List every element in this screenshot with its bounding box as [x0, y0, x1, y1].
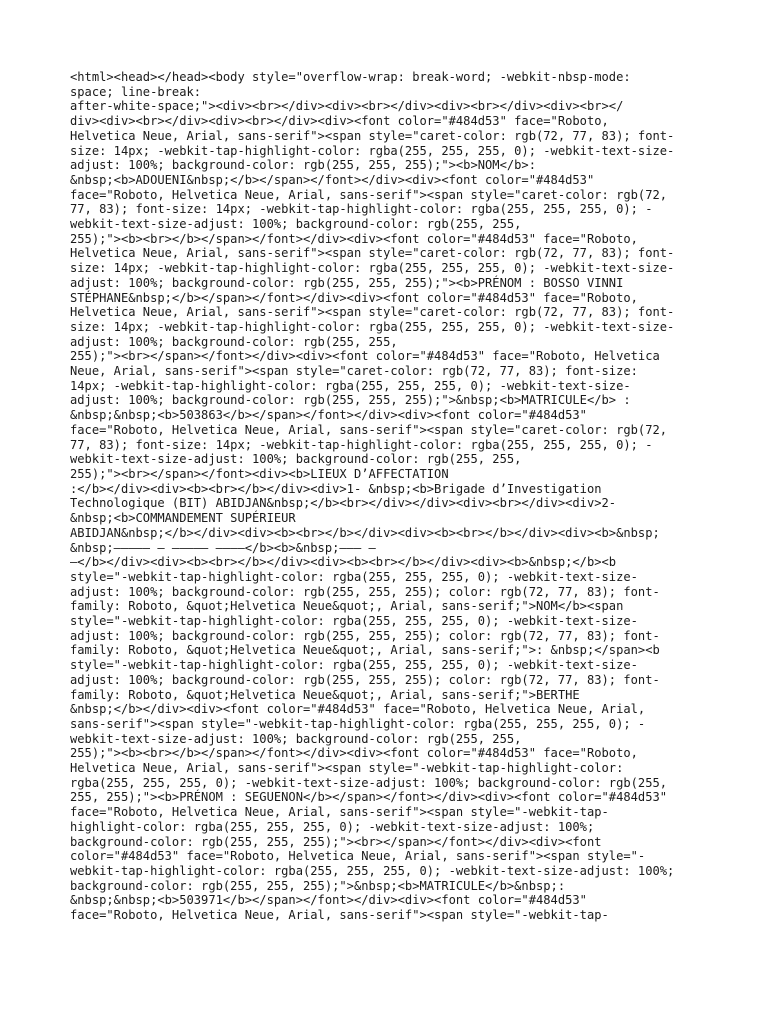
html-source-text: <html><head></head><body style="overflow-wrap: break-word; -webkit-nbsp-mode: space; line-break: after-white-space;"><div><br></div><div><br></div><div><br></div><div><br></ div><div><br></div><div><br></div><div><font color="#484d53" face="Roboto, Helvetica Neue, Arial, sans-serif"><span style="caret-color: rgb(72, 77, 83); font- size: 14px; -webkit-tap-highlight-color: rgba(255, 255, 255, 0); -webkit-text-size- adjust: 100%; background-color: rgb(255, 255, 255);"><b>NOM</b>: &nbsp;<b>ADOUENI&nbsp;</b></span></font></div><div><font color="#484d53" face="Roboto, Helvetica Neue, Arial, sans-serif"><span style="caret-color: rgb(72, 77, 83); font-size: 14px; -webkit-tap-highlight-color: rgba(255, 255, 255, 0); - webkit-text-size-adjust: 100%; background-color: rgb(255, 255, 255);"><b><br></b></span></font></div><div><font color="#484d53" face="Roboto, Helvetica Neue, Arial, sans-serif"><span style="caret-color: rgb(72, 77, 83); font- size: 14px; -webkit-tap-highlight-color: rgba(255, 255, 255, 0); -webkit-text-size- adjust: 100%; background-color: rgb(255, 255, 255);"><b>PRÉNOM : BOSSO VINNI STÉPHANE&nbsp;</b></span></font></div><div><font color="#484d53" face="Roboto, Helvetica Neue, Arial, sans-serif"><span style="caret-color: rgb(72, 77, 83); font- size: 14px; -webkit-tap-highlight-color: rgba(255, 255, 255, 0); -webkit-text-size- adjust: 100%; background-color: rgb(255, 255, 255);"><br></span></font></div><div><font color="#484d53" face="Roboto, Helvetica Neue, Arial, sans-serif"><span style="caret-color: rgb(72, 77, 83); font-size: 14px; -webkit-tap-highlight-color: rgba(255, 255, 255, 0); -webkit-text-size- adjust: 100%; background-color: rgb(255, 255, 255);">&nbsp;<b>MATRICULE</b> : &nbsp;&nbsp;<b>503863</b></span></font></div><div><font color="#484d53" face="Roboto, Helvetica Neue, Arial, sans-serif"><span style="caret-color: rgb(72, 77, 83); font-size: 14px; -webkit-tap-highlight-color: rgba(255, 255, 255, 0); - webkit-text-size-adjust: 100%; background-color: rgb(255, 255, 255);"><br></span></font><div><b>LIEUX D’AFFECTATION :</b></div><div><b><br></b></div><div>1- &nbsp;<b>Brigade d’Investigation Technologique (BIT) ABIDJAN&nbsp;</b><br></div></div><div><br></div><div>2- &nbsp;<b>COMMANDEMENT SUPÉRIEUR ABIDJAN&nbsp;</b></div><div><b><br></b></div><div><b><br></b></div><div><b>&nbsp; &nbsp;————— — ————— ————</b><b>&nbsp;——— — —</b></div><div><b><br></b></div><div><b><br></b></div><div><b>&nbsp;</b><b style="-webkit-tap-highlight-color: rgba(255, 255, 255, 0); -webkit-text-size- adjust: 100%; background-color: rgb(255, 255, 255); color: rgb(72, 77, 83); font- family: Roboto, &quot;Helvetica Neue&quot;, Arial, sans-serif;">NOM</b><span style="-webkit-tap-highlight-color: rgba(255, 255, 255, 0); -webkit-text-size- adjust: 100%; background-color: rgb(255, 255, 255); color: rgb(72, 77, 83); font- family: Roboto, &quot;Helvetica Neue&quot;, Arial, sans-serif;">: &nbsp;</span><b style="-webkit-tap-highlight-color: rgba(255, 255, 255, 0); -webkit-text-size- adjust: 100%; background-color: rgb(255, 255, 255); color: rgb(72, 77, 83); font- family: Roboto, &quot;Helvetica Neue&quot;, Arial, sans-serif;">BERTHE &nbsp;</b></div><div><font color="#484d53" face="Roboto, Helvetica Neue, Arial, sans-serif"><span style="-webkit-tap-highlight-color: rgba(255, 255, 255, 0); - webkit-text-size-adjust: 100%; background-color: rgb(255, 255, 255);"><b><br></b></span></font></div><div><font color="#484d53" face="Roboto, Helvetica Neue, Arial, sans-serif"><span style="-webkit-tap-highlight-color: rgba(255, 255, 255, 0); -webkit-text-size-adjust: 100%; background-color: rgb(255, 255, 255);"><b>PRÉNOM : SEGUENON</b></span></font></div><div><font color="#484d53" face="Roboto, Helvetica Neue, Arial, sans-serif"><span style="-webkit-tap- highlight-color: rgba(255, 255, 255, 0); -webkit-text-size-adjust: 100%; background-color: rgb(255, 255, 255);"><br></span></font></div><div><font color="#484d53" face="Roboto, Helvetica Neue, Arial, sans-serif"><span style="- webkit-tap-highlight-color: rgba(255, 255, 255, 0); -webkit-text-size-adjust: 100%; background-color: rgb(255, 255, 255);">&nbsp;<b>MATRICULE</b>&nbsp;: &nbsp;&nbsp;<b>503971</b></span></font></div><div><font color="#484d53" face="Roboto, Helvetica Neue, Arial, sans-serif"><span style="-webkit-tap-	[70, 70, 675, 923]
document-page	[70, 70, 710, 923]
